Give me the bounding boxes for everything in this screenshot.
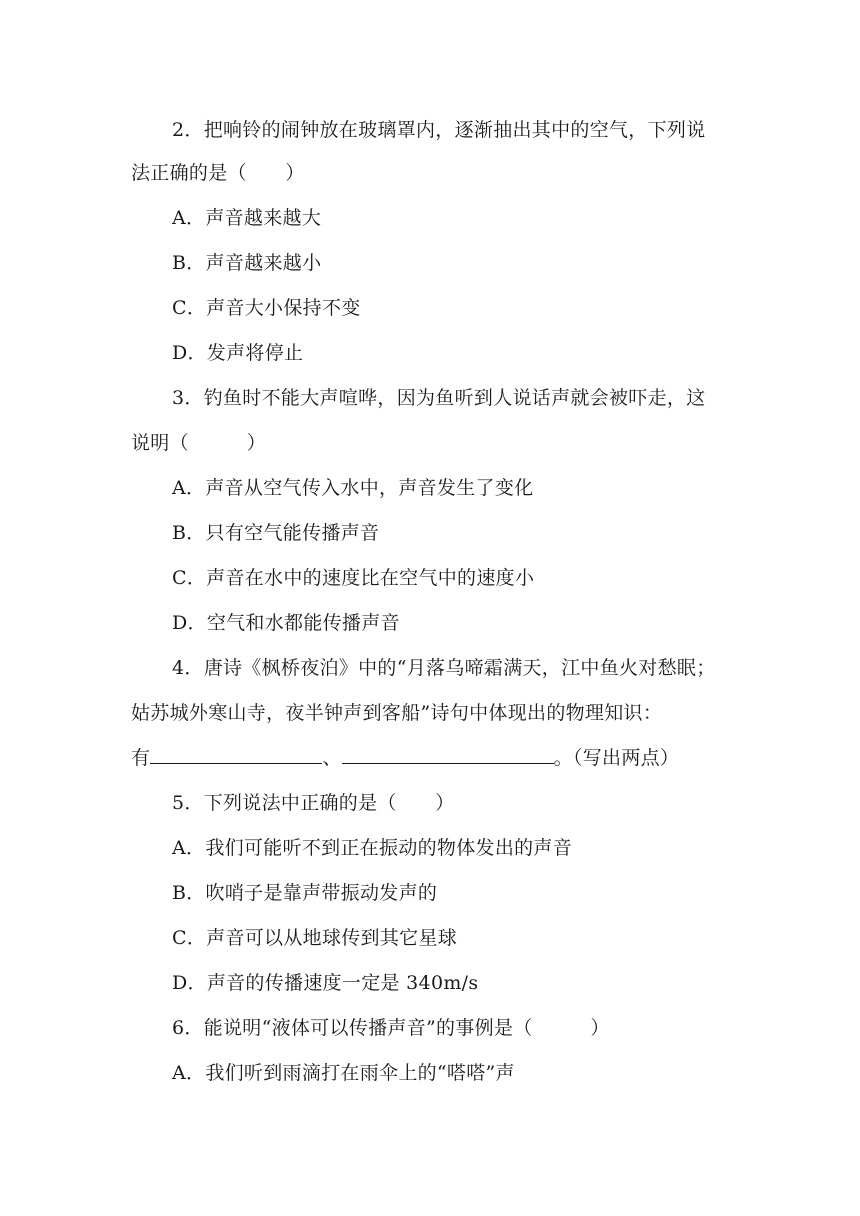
question-5-option-c: C．声音可以从地球传到其它星球: [172, 927, 458, 949]
question-3-option-d: D．空气和水都能传播声音: [172, 612, 400, 634]
answer-suffix: 。（写出两点）: [553, 747, 680, 769]
question-5-option-d: D．声音的传播速度一定是 340m/s: [172, 972, 479, 994]
answer-prefix: 有: [131, 747, 151, 769]
question-4-stem-line-2: 姑苏城外寒山寺，夜半钟声到客船”诗句中体现出的物理知识：: [131, 702, 663, 724]
question-3-option-b: B．只有空气能传播声音: [172, 522, 380, 544]
answer-blank-2[interactable]: [342, 745, 554, 764]
question-2-option-d: D．发声将停止: [172, 342, 304, 364]
answer-separator: 、: [322, 747, 342, 769]
question-3-stem-line-1: 3．钓鱼时不能大声喧哗，因为鱼听到人说话声就会被吓走，这: [172, 387, 706, 409]
question-2-option-a: A．声音越来越大: [172, 207, 322, 229]
question-2-option-c: C．声音大小保持不变: [172, 297, 361, 319]
question-4-stem-line-1: 4．唐诗《枫桥夜泊》中的“月落乌啼霜满天，江中鱼火对愁眠；: [172, 657, 716, 679]
question-2-stem-line-1: 2．把响铃的闹钟放在玻璃罩内，逐渐抽出其中的空气，下列说: [172, 119, 706, 141]
question-5-stem: 5．下列说法中正确的是（ ）: [172, 792, 455, 814]
question-6-stem: 6．能说明“液体可以传播声音”的事例是（ ）: [172, 1017, 610, 1039]
question-4-answer-line: [131, 745, 679, 771]
question-6-option-a: A．我们听到雨滴打在雨伞上的“嗒嗒”声: [172, 1062, 515, 1084]
question-3-option-c: C．声音在水中的速度比在空气中的速度小: [172, 567, 535, 589]
question-3-option-a: A．声音从空气传入水中，声音发生了变化: [172, 477, 534, 499]
question-2-option-b: B．声音越来越小: [172, 252, 322, 274]
question-3-stem-line-2: 说明（ ）: [131, 432, 267, 454]
answer-blank-1[interactable]: [150, 745, 322, 764]
question-2-stem-line-2: 法正确的是（ ）: [131, 162, 305, 184]
question-5-option-a: A．我们可能听不到正在振动的物体发出的声音: [172, 837, 573, 859]
question-5-option-b: B．吹哨子是靠声带振动发声的: [172, 882, 438, 904]
